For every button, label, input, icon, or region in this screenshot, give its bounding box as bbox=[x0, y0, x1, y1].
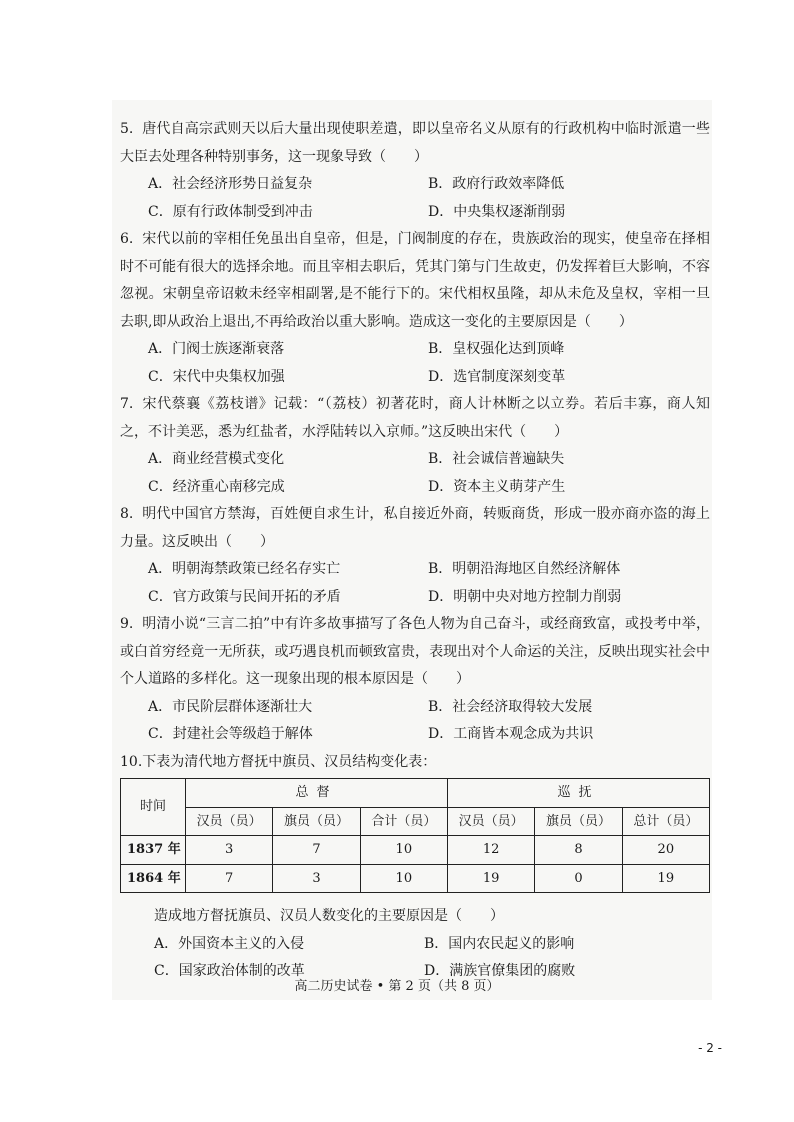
option-d: D．满族官僚集团的腐败 bbox=[424, 963, 576, 979]
table-cell: 8 bbox=[535, 836, 622, 865]
governor-general-header: 总督 bbox=[186, 779, 448, 808]
subheader: 旗员（员） bbox=[273, 807, 360, 836]
subheader: 合计（员） bbox=[360, 807, 447, 836]
option-c: C．国家政治体制的改革 bbox=[154, 963, 305, 979]
question-text: 造成地方督抚旗员、汉员人数变化的主要原因是（ ） bbox=[154, 908, 504, 924]
question-stem bbox=[120, 749, 710, 777]
question-stem bbox=[120, 611, 710, 694]
question-number: 8. bbox=[120, 506, 134, 522]
question-text: 明代中国官方禁海，百姓便自求生计，私自接近外商，转贩商货，形成一股亦商亦盗的海上力量。这反映出（ ） bbox=[120, 506, 710, 550]
question-text: 下表为清代地方督抚中旗员、汉员结构变化表： bbox=[142, 753, 437, 770]
option-d: D．工商皆本观念成为共识 bbox=[428, 726, 594, 742]
question-9 bbox=[120, 611, 710, 749]
option-a: A．门阀士族逐渐衰落 bbox=[148, 341, 285, 357]
option-d: D．中央集权逐渐削弱 bbox=[428, 203, 566, 220]
option-d: D．资本主义萌芽产生 bbox=[428, 478, 566, 495]
table-cell: 10 bbox=[360, 864, 447, 893]
option-b: B．政府行政效率降低 bbox=[428, 176, 565, 192]
subheader: 汉员（员） bbox=[447, 807, 534, 836]
time-header: 时间 bbox=[121, 779, 186, 836]
option-b: B．国内农民起义的影响 bbox=[424, 935, 575, 952]
option-c: C．经济重心南移完成 bbox=[148, 478, 285, 495]
question-text: 宋代蔡襄《荔枝谱》记载：“（荔枝）初著花时，商人计林断之以立券。若后丰寡，商人知之，不计美恶，悉为红盐者，水浮陆转以入京师。”这反映出宋代（ ） bbox=[120, 396, 710, 440]
option-a: A．社会经济形势日益复杂 bbox=[148, 176, 313, 192]
table-cell: 20 bbox=[622, 836, 709, 865]
question-number: 7. bbox=[120, 396, 134, 412]
table-row bbox=[121, 864, 710, 893]
option-c: C．宋代中央集权加强 bbox=[148, 368, 285, 385]
question-number: 10. bbox=[120, 753, 143, 770]
question-number: 9. bbox=[120, 616, 134, 632]
question-7 bbox=[120, 391, 710, 501]
table-cell: 0 bbox=[535, 864, 622, 893]
page-footer: 高二历史试卷 • 第 2 页（共 8 页） bbox=[294, 979, 500, 994]
question-6 bbox=[120, 226, 710, 391]
option-b: B．社会诚信普遍缺失 bbox=[428, 451, 565, 467]
option-b: B．社会经济取得较大发展 bbox=[428, 698, 593, 715]
row-year: 1837 年 bbox=[121, 836, 186, 865]
options bbox=[120, 694, 710, 749]
question-5 bbox=[120, 116, 710, 226]
row-year: 1864 年 bbox=[121, 864, 186, 893]
question-number: 5. bbox=[120, 121, 134, 137]
option-a: A．市民阶层群体逐渐壮大 bbox=[148, 698, 313, 715]
table-cell: 3 bbox=[273, 864, 360, 893]
subheader: 旗员（员） bbox=[535, 807, 622, 836]
option-d: D．明朝中央对地方控制力削弱 bbox=[428, 588, 622, 605]
option-c: C．官方政策与民间开拓的矛盾 bbox=[148, 588, 341, 605]
options bbox=[120, 336, 710, 391]
table-cell: 10 bbox=[360, 836, 447, 865]
option-a: A．商业经营模式变化 bbox=[148, 451, 285, 467]
table-cell: 19 bbox=[447, 864, 534, 893]
options bbox=[120, 556, 710, 611]
question-stem bbox=[120, 501, 710, 556]
provincial-governor-header: 巡抚 bbox=[447, 779, 709, 808]
question-stem bbox=[120, 116, 710, 171]
question-text: 唐代自高宗武则天以后大量出现使职差遣，即以皇帝名义从原有的行政机构中临时派遣一些大臣去处理各种特别事务，这一现象导致（ ） bbox=[120, 121, 710, 165]
option-c: C．原有行政体制受到冲击 bbox=[148, 203, 313, 220]
question-8 bbox=[120, 501, 710, 611]
option-a: A．明朝海禁政策已经名存实亡 bbox=[148, 561, 341, 577]
option-c: C．封建社会等级趋于解体 bbox=[148, 726, 313, 742]
option-a: A．外国资本主义的入侵 bbox=[154, 935, 305, 952]
governor-table bbox=[120, 778, 710, 893]
options bbox=[120, 446, 710, 501]
exam-content bbox=[120, 116, 710, 986]
question-stem bbox=[120, 226, 710, 336]
option-d: D．选官制度深刻变革 bbox=[428, 368, 566, 385]
table-cell: 3 bbox=[186, 836, 273, 865]
table-cell: 7 bbox=[186, 864, 273, 893]
page-number: - 2 - bbox=[698, 1041, 722, 1055]
question-stem bbox=[120, 391, 710, 446]
subheader: 汉员（员） bbox=[186, 807, 273, 836]
option-b: B．皇权强化达到顶峰 bbox=[428, 341, 565, 357]
table-cell: 12 bbox=[447, 836, 534, 865]
option-b: B．明朝沿海地区自然经济解体 bbox=[428, 561, 621, 577]
question-text: 明清小说“三言二拍”中有许多故事描写了各色人物为自己奋斗，或经商致富，或投考中举，或白首穷经竟一无所获，或巧遇良机而顿致富贵，表现出对个人命运的关注，反映出现实社会中个人道路的多样化。这一现象出现的根本原因是（ ） bbox=[120, 616, 710, 687]
options bbox=[120, 171, 710, 226]
subheader: 总计（员） bbox=[622, 807, 709, 836]
question-10 bbox=[120, 749, 710, 986]
question-text: 宋代以前的宰相任免虽出自皇帝，但是，门阀制度的存在，贵族政治的现实，使皇帝在择相时不可能有很大的选择余地。而且宰相去职后，凭其门第与门生故吏，仍发挥着巨大影响，不容忽视。宋朝皇帝诏敕未经宰相副署,是不能行下的。宋代相权虽隆，却从未危及皇权，宰相一旦去职,即从政治上退出,不再给政治以重大影响。造成这一变化的主要原因是（ ） bbox=[120, 231, 710, 330]
table-row bbox=[121, 836, 710, 865]
table-cell: 7 bbox=[273, 836, 360, 865]
question-number: 6. bbox=[120, 231, 134, 247]
question-10-followup bbox=[120, 903, 710, 986]
table-cell: 19 bbox=[622, 864, 709, 893]
